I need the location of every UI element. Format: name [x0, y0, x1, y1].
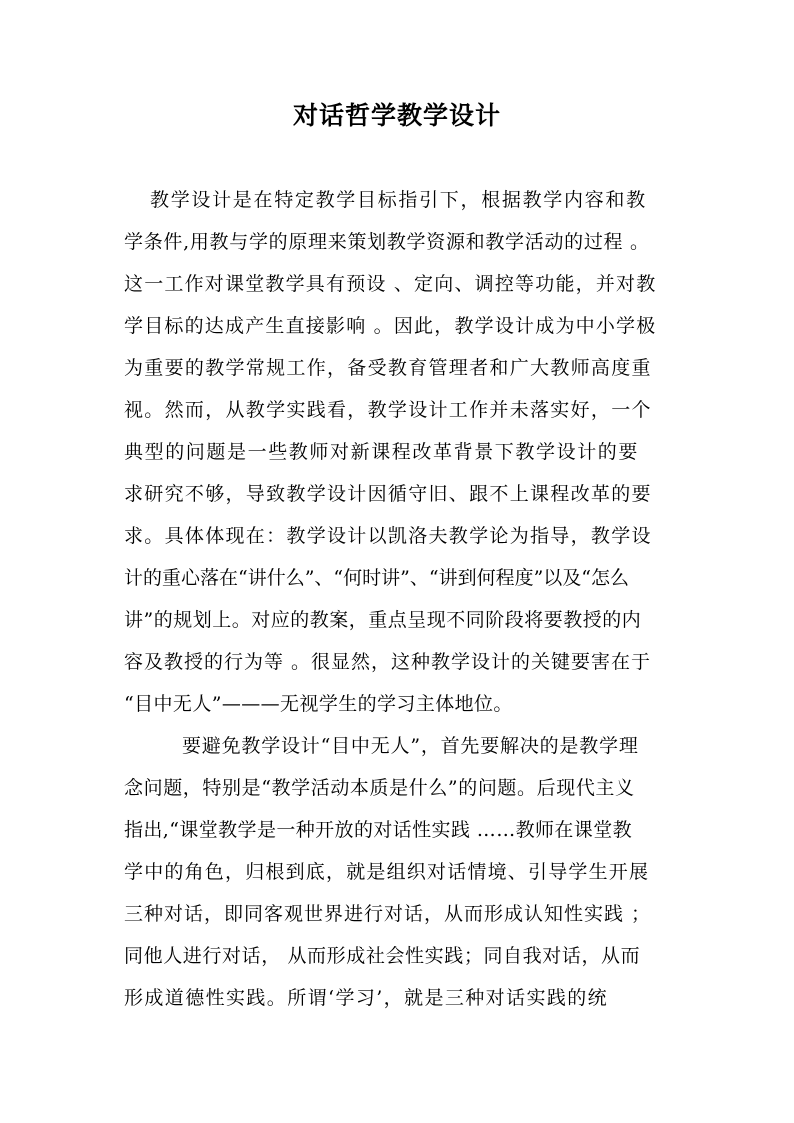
- paragraph-line: 形成道德性实践。所谓‘学习’，就是三种对话实践的统: [124, 987, 609, 1009]
- paragraph-line: 念问题，特别是“教学活动本质是什么”的问题。后现代主义: [124, 777, 635, 799]
- paragraph-line: 计的重心落在“讲什么”、“何时讲”、“讲到何程度”以及“怎么: [124, 567, 629, 589]
- paragraph-line: 学条件,用教与学的原理来策划教学资源和教学活动的过程 。: [124, 231, 650, 253]
- paragraph-line: 学目标的达成产生直接影响 。因此，教学设计成为中小学极: [124, 315, 657, 337]
- page-title: 对话哲学教学设计: [292, 101, 501, 130]
- paragraph-line: 这一工作对课堂教学具有预设 、定向、调控等功能，并对教: [124, 273, 657, 295]
- paragraph-line: 三种对话，即同客观世界进行对话，从而形成认知性实践 ；: [124, 903, 652, 925]
- paragraph-line: 容及教授的行为等 。很显然，这种教学设计的关键要害在于: [124, 651, 652, 673]
- paragraph-line: 学中的角色，归根到底，就是组织对话情境、引导学生开展: [124, 861, 650, 883]
- paragraph-line: 要避免教学设计“目中无人”，首先要解决的是教学理: [182, 735, 639, 757]
- paragraph-line: 指出,“课堂教学是一种开放的对话性实践 ……教师在课堂教: [124, 819, 632, 841]
- paragraph-line: 求研究不够，导致教学设计因循守旧、跟不上课程改革的要: [124, 483, 652, 505]
- paragraph-line: 教学设计是在特定教学目标指引下，根据教学内容和教: [150, 189, 647, 211]
- paragraph-line: 视。然而，从教学实践看，教学设计工作并未落实好，一个: [124, 399, 652, 421]
- paragraph-line: 典型的问题是一些教师对新课程改革背景下教学设计的要: [124, 441, 640, 463]
- paragraph-line: 同他人进行对话， 从而形成社会性实践；同自我对话，从而: [124, 945, 641, 967]
- paragraph-line: 为重要的教学常规工作，备受教育管理者和广大教师高度重: [124, 357, 652, 379]
- paragraph-line: 讲”的规划上。对应的教案，重点呈现不同阶段将要教授的内: [124, 609, 642, 631]
- paragraph-line: “目中无人”———无视学生的学习主体地位。: [124, 693, 513, 715]
- paragraph-line: 求。具体体现在：教学设计以凯洛夫教学论为指导，教学设: [124, 525, 652, 547]
